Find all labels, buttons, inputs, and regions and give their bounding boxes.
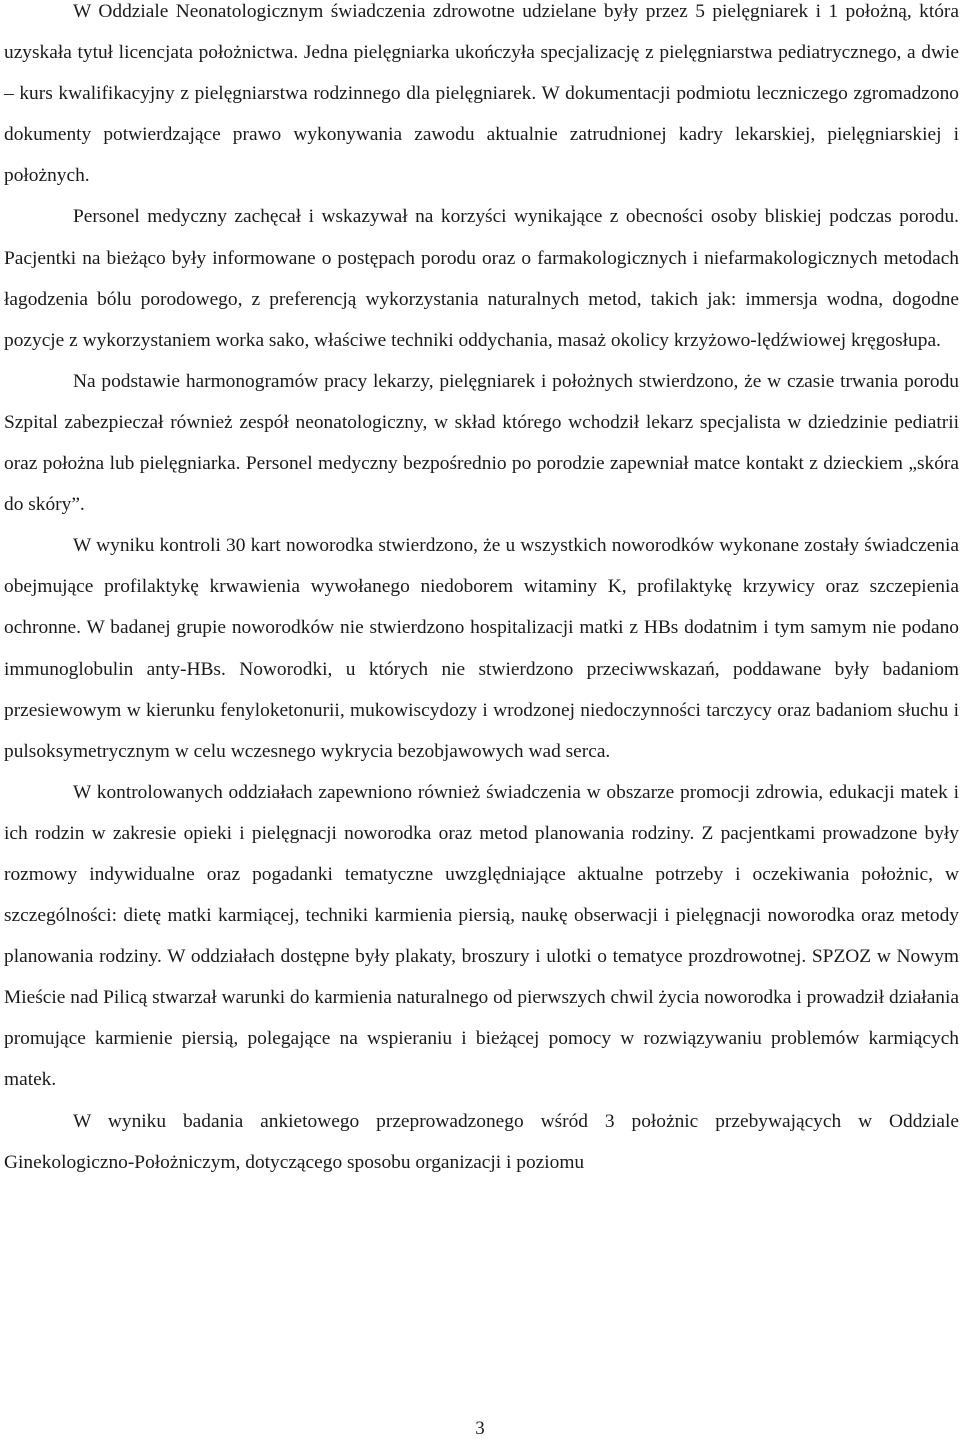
paragraph-neonatal-team: Na podstawie harmonogramów pracy lekarzy, pielęgniarek i położnych stwierdzono, że w czasie trwania porodu Szpital zabezpieczał również zespół neonatologiczny, w skład którego wchodził lekarz specjalista w dziedzinie pediatrii oraz położna lub pielęgniarka. Personel medyczny bezpośrednio po porodzie zapewniał matce kontakt z dzieckiem „skóra do skóry”. bbox=[4, 370, 959, 516]
paragraph-health-promotion: W kontrolowanych oddziałach zapewniono również świadczenia w obszarze promocji zdrowia, edukacji matek i ich rodzin w zakresie opieki i pielęgnacji noworodka oraz metod planowania rodziny. Z pacjentkami prowadzone były rozmowy indywidualne oraz pogadanki tematyczne uwzględniające aktualne potrzeby i oczekiwania położnic, w szczególności: dietę matki karmiącej, techniki karmienia piersią, naukę obserwacji i pielęgnacji noworodka oraz metody planowania rodziny. W oddziałach dostępne były plakaty, broszury i ulotki o tematyce prozdrowotnej. SPZOZ w Nowym Mieście nad Pilicą stwarzał warunki do karmienia naturalnego od pierwszych chwil życia noworodka i prowadził działania promujące karmienie piersią, polegające na wspieraniu i bieżącej pomocy w rozwiązywaniu problemów karmiących matek. bbox=[4, 781, 959, 1091]
page-number: 3 bbox=[475, 1418, 485, 1439]
paragraph-survey: W wyniku badania ankietowego przeprowadzonego wśród 3 położnic przebywających w Oddziale Ginekologiczno-Położniczym, dotyczącego sposobu organizacji i poziomu bbox=[4, 1110, 959, 1173]
paragraph-newborn-records: W wyniku kontroli 30 kart noworodka stwierdzono, że u wszystkich noworodków wykonane zostały świadczenia obejmujące profilaktykę krwawienia wywołanego niedoborem witaminy K, profilaktykę krzywicy oraz szczepienia ochronne. W badanej grupie noworodków nie stwierdzono hospitalizacji matki z HBs dodatnim i tym samym nie podano immunoglobulin anty-HBs. Noworodki, u których nie stwierdzono przeciwwskazań, poddawane były badaniom przesiewowym w kierunku fenyloketonurii, mukowiscydozy i wrodzonej niedoczynności tarczycy oraz badaniom słuchu i pulsoksymetrycznym w celu wczesnego wykrycia bezobjawowych wad serca. bbox=[4, 535, 959, 762]
document-body bbox=[4, 0, 959, 1183]
paragraph-staff-qualifications: W Oddziale Neonatologicznym świadczenia zdrowotne udzielane były przez 5 pielęgniarek i 1 położną, która uzyskała tytuł licencjata położnictwa. Jedna pielęgniarka ukończyła specjalizację z pielęgniarstwa pediatrycznego, a dwie – kurs kwalifikacyjny z pielęgniarstwa rodzinnego dla pielęgniarek. W dokumentacji podmiotu leczniczego zgromadzono dokumenty potwierdzające prawo wykonywania zawodu aktualnie zatrudnionej kadry lekarskiej, pielęgniarskiej i położnych. bbox=[4, 1, 959, 187]
paragraph-birth-support: Personel medyczny zachęcał i wskazywał na korzyści wynikające z obecności osoby bliskiej podczas porodu. Pacjentki na bieżąco były informowane o postępach porodu oraz o farmakologicznych i niefarmakologicznych metodach łagodzenia bólu porodowego, z preferencją wykorzystania naturalnych metod, takich jak: immersja wodna, dogodne pozycje z wykorzystaniem worka sako, właściwe techniki oddychania, masaż okolicy krzyżowo-lędźwiowej kręgosłupa. bbox=[4, 206, 959, 351]
